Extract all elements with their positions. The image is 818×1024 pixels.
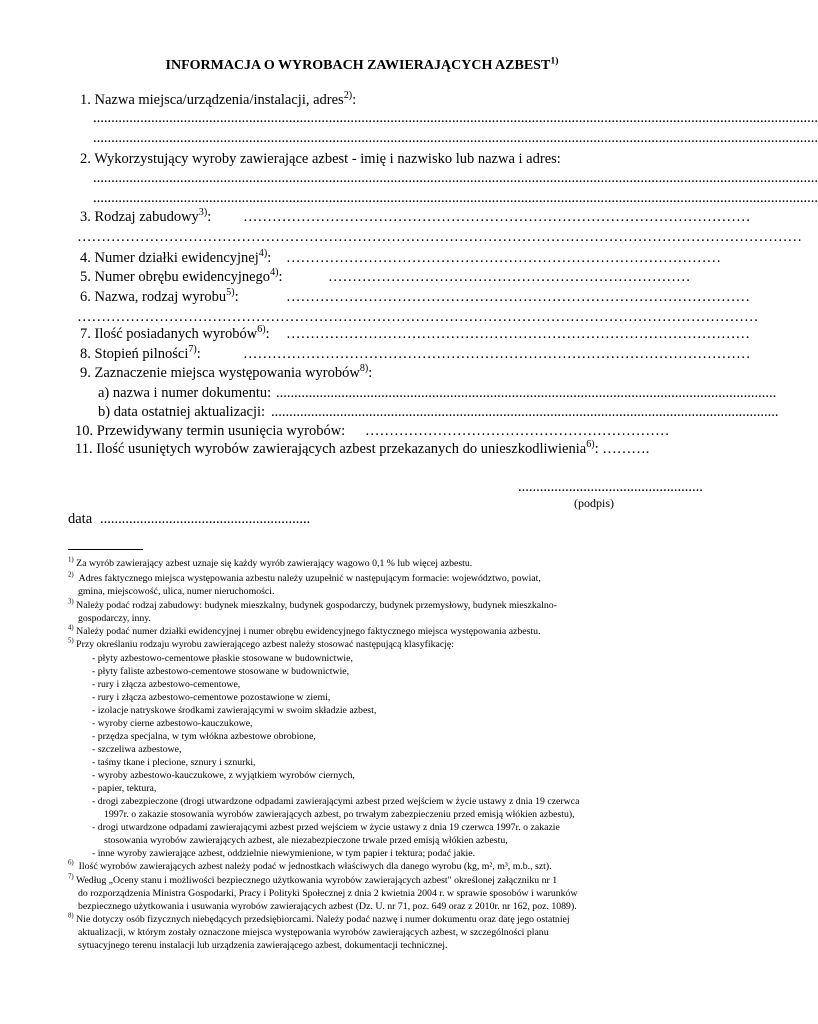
footnote-2: $^{2)}$ Adres faktycznego miejsca występowania azbestu należy uzupełnić w następującym formacie: województwo, powiat, — [68, 571, 541, 584]
form-title: INFORMACJA O WYROBACH ZAWIERAJĄCYCH AZBEST$^{1)}$ — [165, 55, 559, 73]
item-8-label: 8. Stopień pilności$^{7)}$: — [80, 344, 201, 362]
item-6-field-line-1[interactable]: …………………………………………………………………………………… — [286, 289, 750, 305]
footnote-5-item: - wyroby cierne azbestowo-kauczukowe, — [92, 718, 253, 729]
item-9-label: 9. Zaznaczenie miejsca występowania wyrobów$^{8)}$: — [80, 363, 373, 381]
item-2-field-line-1[interactable]: ........................................................................................................................................................................................................ — [93, 170, 818, 186]
footnote-5-item: - szczeliwa azbestowe, — [92, 744, 182, 755]
footnote-1: $^{1)}$ Za wyrób zawierający azbest uznaje się każdy wyrób zawierający wagowo 0,1 % lub więcej azbestu. — [68, 556, 473, 569]
signature-label: (podpis) — [574, 496, 614, 510]
item-3-field-line-2[interactable]: …………………………………………………………………………………………………………………………………… — [77, 229, 802, 245]
item-9b-label: b) data ostatniej aktualizacji: — [98, 404, 266, 420]
item-7-field[interactable]: …………………………………………………………………………………… — [286, 326, 750, 342]
footnote-5-item: - wyroby azbestowo-kauczukowe, z wyjątkiem wyrobów ciernych, — [92, 770, 355, 781]
item-10-field[interactable]: ……………………………………………………… — [365, 423, 670, 439]
footnote-8: $^{8)}$ Nie dotyczy osób fizycznych niebędących przedsiębiorcami. Należy podać nazwę i numer dokumentu oraz datę jego ostatniej — [68, 912, 570, 925]
footnote-5-item: - płyty azbestowo-cementowe płaskie stosowane w budownictwie, — [92, 653, 353, 664]
item-9a-field[interactable]: .......................................................................................................................................... — [276, 385, 777, 401]
footnote-5-item: - przędza specjalna, w tym włókna azbestowe obrobione, — [92, 731, 316, 742]
item-8-field[interactable]: …………………………………………………………………………………………… — [243, 346, 751, 362]
item-9a-label: a) nazwa i numer dokumentu: — [98, 385, 272, 401]
footnote-5-item: - rury i złącza azbestowo-cementowe, — [92, 679, 241, 690]
item-1-field-line-1[interactable]: ........................................................................................................................................................................................................ — [93, 110, 818, 126]
footnote-7-cont: do rozporządzenia Ministra Gospodarki, Pracy i Polityki Społecznej z dnia 2 kwietnia 2004 r. w sprawie sposobów i warunków — [78, 888, 578, 899]
footnote-8-cont: aktualizacji, w którym zostały oznaczone miejsca występowania wyrobów zawierających azbest, w szczególności planu — [78, 927, 549, 938]
date-field[interactable]: .......................................................... — [100, 511, 311, 527]
footnote-5-item: - drogi utwardzone odpadami zawierającymi azbest przed wejściem w życie ustawy z dnia 19 czerwca 1997r. o zakazie — [92, 822, 560, 833]
footnote-5-item-cont: 1997r. o zakazie stosowania wyrobów zawierających azbest, po trwałym zabezpieczeniu przed emisją włókien azbestu), — [104, 809, 575, 820]
item-4-field[interactable]: ……………………………………………………………………………… — [286, 250, 721, 266]
footnote-5-item: - taśmy tkane i plecione, sznury i sznurki, — [92, 757, 256, 768]
footnote-7: $^{7)}$ Według „Oceny stanu i możliwości bezpiecznego użytkowania wyrobów zawierających azbest" określonej załączniku nr 1 — [68, 873, 558, 886]
footnote-separator — [68, 549, 143, 550]
footnote-7-cont: bezpiecznego użytkowania i usuwania wyrobów zawierających azbest (Dz. U. nr 71, poz. 649 oraz z 2010r. nr 162, poz. 1089). — [78, 901, 577, 912]
item-3-label: 3. Rodzaj zabudowy$^{3)}$: — [80, 207, 212, 225]
footnote-3: $^{3)}$ Należy podać rodzaj zabudowy: budynek mieszkalny, budynek gospodarczy, budynek przemysłowy, budynek mieszkalno- — [68, 598, 557, 611]
item-4-label: 4. Numer działki ewidencyjnej$^{4)}$: — [80, 248, 272, 266]
item-10-label: 10. Przewidywany termin usunięcia wyrobów: — [75, 423, 346, 439]
footnote-4: $^{4)}$ Należy podać numer działki ewidencyjnej i numer obrębu ewidencyjnego faktycznego miejsca występowania azbestu. — [68, 624, 541, 637]
date-label: data — [68, 511, 93, 527]
item-9b-field[interactable]: ............................................................................................................................................ — [271, 404, 779, 420]
footnote-3-cont: gospodarczy, inny. — [78, 613, 152, 624]
item-5-field[interactable]: ………………………………………………………………… — [328, 269, 691, 285]
item-6-label: 6. Nazwa, rodzaj wyrobu$^{5)}$: — [80, 287, 239, 305]
footnote-5-item: - rury i złącza azbestowo-cementowe pozostawione w ziemi, — [92, 692, 331, 703]
footnote-8-cont: sytuacyjnego terenu instalacji lub urządzenia zawierającego azbest, dokumentacji technicznej. — [78, 940, 448, 951]
footnote-5-item: - izolacje natryskowe środkami zawierającymi w swoim składzie azbest, — [92, 705, 377, 716]
footnote-5-item: - drogi zabezpieczone (drogi utwardzone odpadami zawierającymi azbest przed wejściem w życie ustawy z dnia 19 czerwca — [92, 796, 580, 807]
signature-field[interactable]: ................................................... — [518, 479, 703, 495]
footnote-5-item: - inne wyroby zawierające azbest, oddzielnie niewymienione, w tym papier i tektura; podać jakie. — [92, 848, 476, 859]
footnote-5-item: - płyty faliste azbestowo-cementowe stosowane w budownictwie, — [92, 666, 350, 677]
footnote-5: $^{5)}$ Przy określaniu rodzaju wyrobu zawierającego azbest należy stosować następującą klasyfikację: — [68, 637, 455, 650]
item-2-field-line-2[interactable]: ........................................................................................................................................................................................................ — [93, 190, 818, 206]
item-1-field-line-2[interactable]: ........................................................................................................................................................................................................ — [93, 130, 818, 146]
item-11-label: 11. Ilość usuniętych wyrobów zawierających azbest przekazanych do unieszkodliwienia$^{6)}$: ………. — [75, 439, 650, 457]
item-7-label: 7. Ilość posiadanych wyrobów$^{6)}$: — [80, 324, 270, 342]
footnote-5-item: - papier, tektura, — [92, 783, 157, 794]
footnote-5-item-cont: stosowania wyrobów zawierających azbest, ale niezabezpieczone trwale przed emisją włókien azbestu, — [104, 835, 508, 846]
item-6-field-line-2[interactable]: …………………………………………………………………………………………………………………………… — [77, 309, 759, 325]
item-3-field-line-1[interactable]: …………………………………………………………………………………………… — [243, 209, 751, 225]
footnote-6: $^{6)}$ Ilość wyrobów zawierających azbest należy podać w jednostkach właściwych dla danego wyrobu (kg, m², m³, m.b., szt). — [68, 859, 552, 872]
item-1-label: 1. Nazwa miejsca/urządzenia/instalacji, adres$^{2)}$: — [80, 90, 357, 108]
item-5-label: 5. Numer obrębu ewidencyjnego$^{4)}$: — [80, 267, 283, 285]
footnote-2-cont: gmina, miejscowość, ulica, numer nieruchomości. — [78, 586, 275, 597]
item-2-label: 2. Wykorzystujący wyroby zawierające azbest - imię i nazwisko lub nazwa i adres: — [80, 151, 561, 167]
